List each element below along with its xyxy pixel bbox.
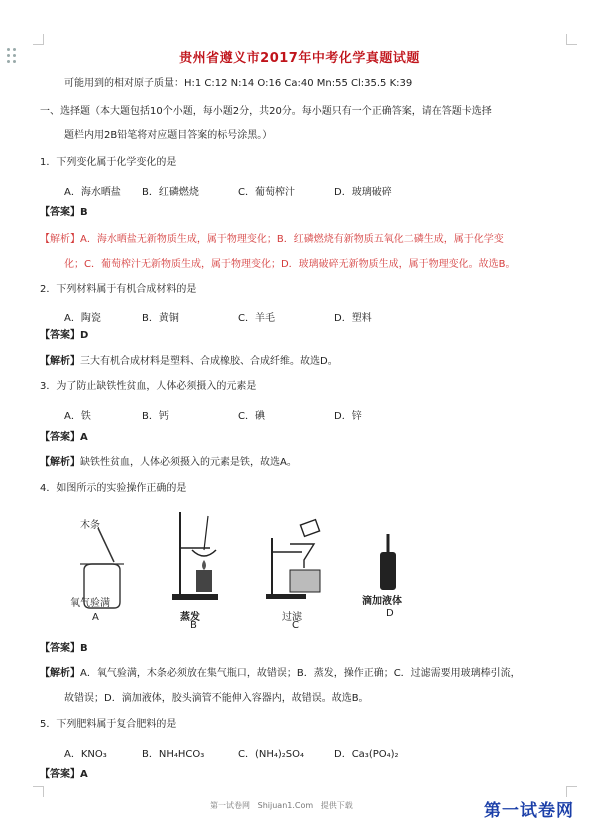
question-1-stem: 1．下列变化属于化学变化的是 [40,157,177,168]
question-5-option-b: B．NH₄HCO₃ [142,749,205,760]
section-instruction-line1: 一、选择题（本大题包括10个小题，每小题2分，共20分。每小题只有一个正确答案，请在答题卡选择 [40,106,492,117]
question-1-analysis-label: 【解析】 [40,234,80,245]
question-1-option-a: A．海水晒盐 [64,187,121,198]
figure-d-letter: D [386,608,394,619]
question-2-option-a: A．陶瓷 [64,313,101,324]
brand-logo[interactable]: 第一试卷网 [484,801,574,821]
question-2-stem: 2．下列材料属于有机合成材料的是 [40,284,197,295]
question-1-answer: 【答案】B [40,207,88,218]
question-3-answer: 【答案】A [40,432,88,443]
question-3-option-c: C．碘 [238,411,265,422]
question-5-option-c: C．(NH₄)₂SO₄ [238,749,305,760]
page-title: 贵州省遵义市2017年中考化学真题试题 [179,51,420,66]
figure-c-caption: 过滤 [282,612,302,623]
question-2-analysis-text: 三大有机合成材料是塑料、合成橡胶、合成纤维。故选D。 [80,356,338,367]
crop-mark-top-left [33,34,44,45]
figure-c-letter: C [292,620,299,631]
section-instruction-line2: 题栏内用2B铅笔将对应题目答案的标号涂黑。） [64,130,273,141]
question-4-answer: 【答案】B [40,643,88,654]
question-2-analysis-label: 【解析】 [40,356,80,367]
question-4-analysis-text1: A．氧气验满，木条必须放在集气瓶口，故错误；B．蒸发，操作正确；C．过滤需要用玻璃棒引流， [80,668,521,679]
figure-a-letter: A [92,612,99,623]
question-1-analysis-line1 [40,234,504,246]
question-3-option-a: A．铁 [64,411,91,422]
question-2-option-b: B．黄铜 [142,313,179,324]
atomic-masses: 可能用到的相对原子质量：H:1 C:12 N:14 O:16 Ca:40 Mn:55 Cl:35.5 K:39 [64,78,413,89]
question-3-option-d: D．锌 [334,411,362,422]
question-3-stem: 3．为了防止缺铁性贫血，人体必须摄入的元素是 [40,381,257,392]
question-5-stem: 5．下列肥料属于复合肥料的是 [40,719,177,730]
figure-a-top-label: 木条 [80,520,100,531]
gas-bottle-icon [62,510,142,630]
question-5-option-d: D．Ca₃(PO₄)₂ [334,749,399,760]
question-2-option-c: C．羊毛 [238,313,275,324]
footer-watermark-text: 第一试卷网 Shijuan1.Com 提供下载 [210,801,353,810]
figure-b-caption: 蒸发 [180,612,200,623]
question-4-stem: 4．如图所示的实验操作正确的是 [40,483,187,494]
question-1-option-b: B．红磷燃烧 [142,187,199,198]
question-2-analysis [40,356,338,368]
question-1-option-d: D．玻璃破碎 [334,187,392,198]
question-2-answer: 【答案】D [40,330,89,341]
crop-mark-bottom-left [33,786,44,797]
figure-a-caption: 氧气验满 [70,598,110,609]
question-2-option-d: D．塑料 [334,313,372,324]
question-1-option-c: C．葡萄榨汁 [238,187,295,198]
figure-d [362,530,432,630]
figure-a [62,510,142,630]
question-1-analysis-line2: 化；C．葡萄榨汁无新物质生成，属于物理变化；D．玻璃破碎无新物质生成，属于物理变化。故选B。 [64,259,516,270]
question-4-analysis-line2: 故错误；D．滴加液体，胶头滴管不能伸入容器内，故错误。故选B。 [64,693,369,704]
question-3-analysis-label: 【解析】 [40,457,80,468]
figure-d-caption: 滴加液体 [362,596,402,607]
figure-b-letter: B [190,620,197,631]
crop-mark-top-right [566,34,577,45]
question-5-answer: 【答案】A [40,769,88,780]
question-4-analysis-line1 [40,668,521,680]
question-5-option-a: A．KNO₃ [64,749,107,760]
question-3-analysis [40,457,297,469]
question-3-analysis-text: 缺铁性贫血，人体必须摄入的元素是铁，故选A。 [80,457,297,468]
dropper-icon [362,530,432,600]
figure-b [168,508,238,630]
filtration-setup-icon [262,508,342,608]
question-3-option-b: B．钙 [142,411,169,422]
figure-c [262,508,342,630]
question-1-analysis-text1: A．海水晒盐无新物质生成，属于物理变化；B．红磷燃烧有新物质五氧化二磷生成，属于化学变 [80,234,504,245]
evaporation-setup-icon [168,508,238,608]
question-4-analysis-label: 【解析】 [40,668,80,679]
